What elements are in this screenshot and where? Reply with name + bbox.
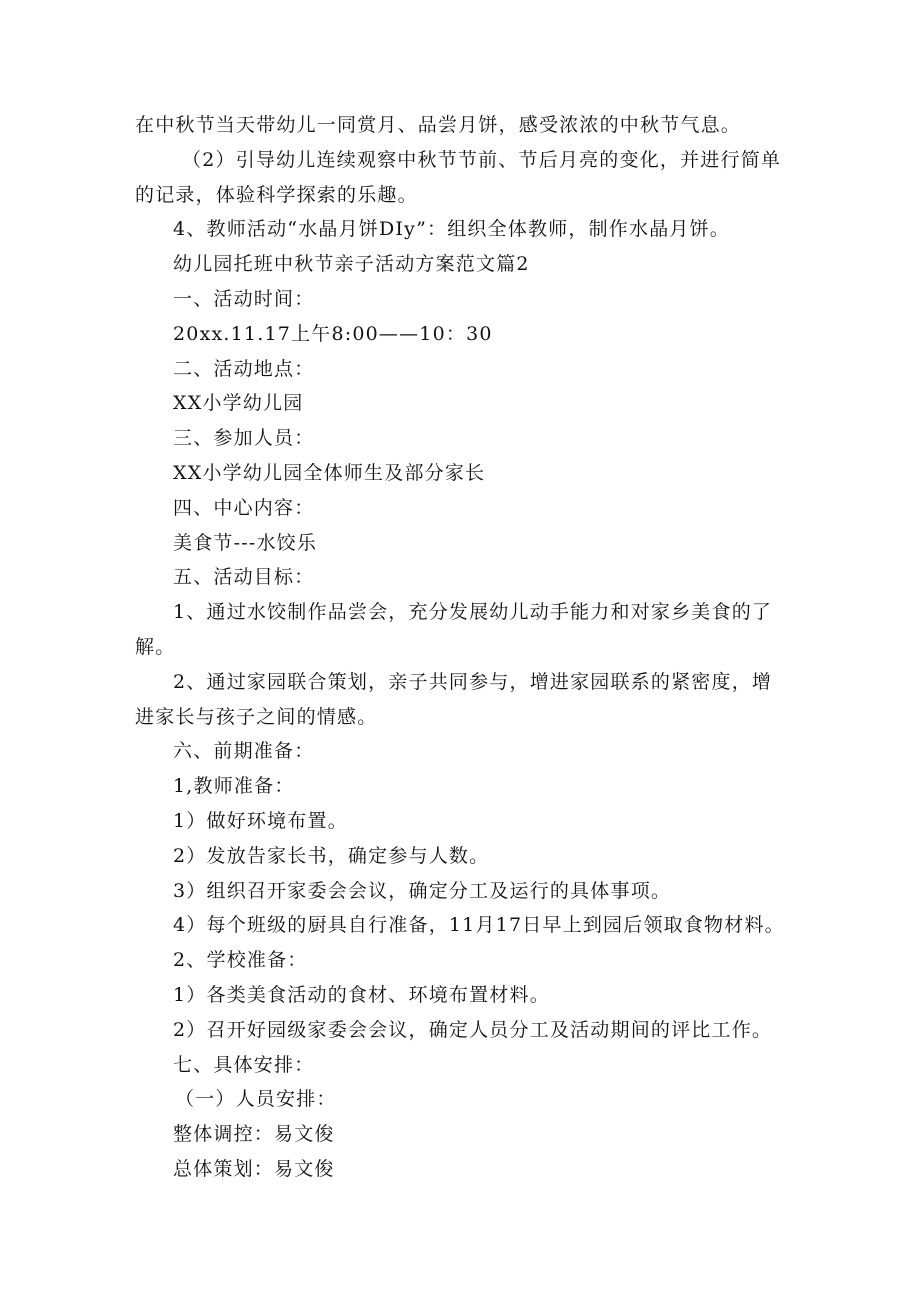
document-body <box>135 108 785 1187</box>
text-line: 三、参加人员： <box>173 427 315 450</box>
text-line: 2）发放告家长书，确定参与人数。 <box>173 844 490 867</box>
text-line: 七、具体安排： <box>173 1053 315 1076</box>
text-line: 4、教师活动“水晶月饼DIy”：组织全体教师，制作水晶月饼。 <box>173 218 730 241</box>
text-line: 2、学校准备： <box>173 949 308 972</box>
text-line: 20xx.11.17上午8:00——10：30 <box>173 322 493 345</box>
text-line: 2、通过家园联合策划，亲子共同参与，增进家园联系的紧密度，增 <box>173 670 773 693</box>
text-line: XX小学幼儿园 <box>173 392 304 415</box>
text-line: 3）组织召开家委会会议，确定分工及运行的具体事项。 <box>173 879 672 902</box>
text-line: 解。 <box>135 635 176 658</box>
text-line: 4）每个班级的厨具自行准备，11月17日早上到园后领取食物材料。 <box>173 914 785 937</box>
text-line: 一、活动时间： <box>173 287 315 310</box>
text-line: 幼儿园托班中秋节亲子活动方案范文篇2 <box>173 253 530 276</box>
text-line: 总体策划：易文俊 <box>173 1157 335 1180</box>
text-line: XX小学幼儿园全体师生及部分家长 <box>173 461 486 484</box>
text-line: 在中秋节当天带幼儿一同赏月、品尝月饼，感受浓浓的中秋节气息。 <box>135 114 742 136</box>
text-line: 的记录，体验科学探索的乐趣。 <box>135 183 418 206</box>
text-line: 2）召开好园级家委会会议，确定人员分工及活动期间的评比工作。 <box>173 1018 773 1041</box>
text-line: 四、中心内容： <box>173 496 315 519</box>
text-line: 二、活动地点： <box>173 357 315 380</box>
text-line: 整体调控：易文俊 <box>173 1123 335 1146</box>
text-line: 五、活动目标： <box>173 566 315 589</box>
text-line: 美食节---水饺乐 <box>173 531 318 554</box>
text-line: 1）做好环境布置。 <box>173 809 348 832</box>
text-line: 进家长与孩子之间的情感。 <box>135 705 378 728</box>
text-line: 1、通过水饺制作品尝会，充分发展幼儿动手能力和对家乡美食的了 <box>173 601 773 624</box>
text-line: 1,教师准备： <box>173 775 295 798</box>
text-line: （一）人员安排： <box>175 1088 337 1111</box>
text-line: （2）引导幼儿连续观察中秋节节前、节后月亮的变化，并进行简单 <box>182 148 782 171</box>
text-line: 六、前期准备： <box>173 740 315 763</box>
text-line: 1）各类美食活动的食材、环境布置材料。 <box>173 983 550 1006</box>
